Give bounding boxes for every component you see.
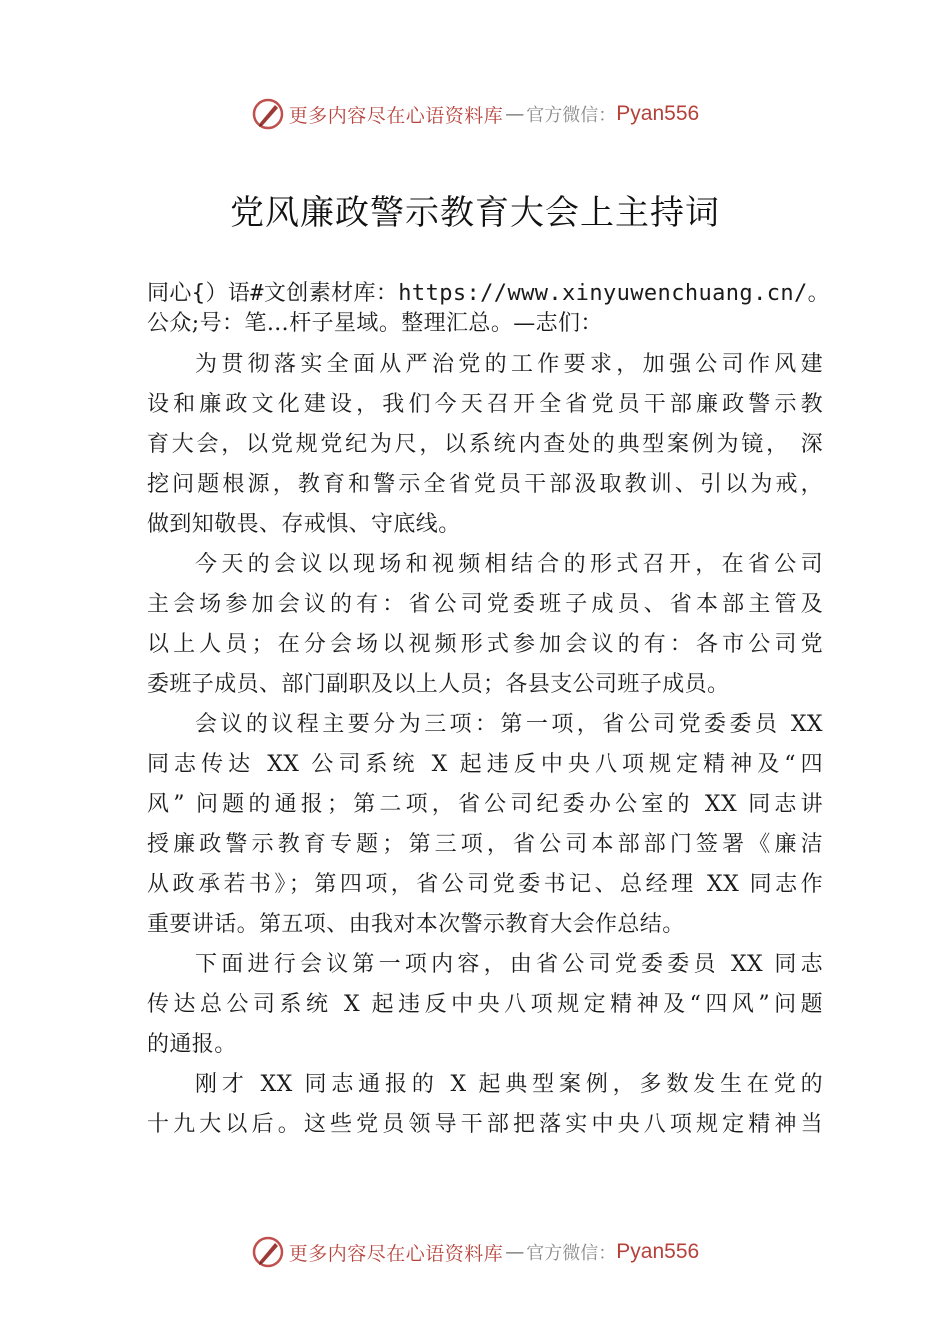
footer-banner xyxy=(0,1232,950,1272)
banner-wechat-id: Pyan556 xyxy=(616,102,700,125)
paragraph-line: 的通报。 xyxy=(147,1032,237,1057)
paragraph-line: 下面进行会议第一项内容，由省公司党委委员 XX 同志 xyxy=(195,952,823,977)
paragraph xyxy=(147,545,823,705)
paragraph-line: 传达总公司系统 X 起违反中央八项规定精神及“四风”问题 xyxy=(147,992,823,1017)
pen-logo-icon xyxy=(251,97,285,131)
paragraph xyxy=(147,345,823,545)
banner-text: 更多内容尽在心语资料库 xyxy=(288,104,504,127)
paragraph-line: 委班子成员、部门副职及以上人员；各县支公司班子成员。 xyxy=(147,672,730,697)
paragraph-line: 风” 问题的通报；第二项，省公司纪委办公室的 XX 同志讲 xyxy=(147,792,823,817)
paragraph-line: 做到知敬畏、存戒惧、守底线。 xyxy=(147,512,461,537)
paragraph-line: 以上人员；在分会场以视频形式参加会议的有：各市公司党 xyxy=(147,632,823,657)
paragraph-line: 育大会，以党规党纪为尺，以系统内查处的典型案例为镜， 深 xyxy=(147,432,823,457)
paragraph-line: 今天的会议以现场和视频相结合的形式召开，在省公司 xyxy=(195,552,823,577)
intro-line: 公众;号：笔…杆子星域。整理汇总。—志们： xyxy=(147,311,603,336)
banner-dash: — xyxy=(505,1241,525,1263)
paragraph xyxy=(147,705,823,945)
paragraph xyxy=(147,1065,823,1145)
paragraph-line: 从政承若书》；第四项，省公司党委书记、总经理 XX 同志作 xyxy=(147,872,823,897)
paragraph xyxy=(147,945,823,1065)
banner-wechat-label: 官方微信： xyxy=(526,1243,617,1264)
intro-line: 同心{）语#文创素材库：https://www.xinyuwenchuang.cn/。 xyxy=(147,281,831,306)
banner-dash: — xyxy=(505,103,525,125)
banner-wechat-id: Pyan556 xyxy=(616,1240,700,1263)
paragraph-line: 授廉政警示教育专题；第三项，省公司本部部门签署《廉洁 xyxy=(147,832,823,857)
paragraph-line: 重要讲话。第五项、由我对本次警示教育大会作总结。 xyxy=(147,912,685,937)
paragraph-line: 为贯彻落实全面从严治党的工作要求，加强公司作风建 xyxy=(195,352,823,377)
paragraph-line: 主会场参加会议的有：省公司党委班子成员、省本部主管及 xyxy=(147,592,823,617)
document-body xyxy=(147,279,831,1145)
paragraph-line: 同志传达 XX 公司系统 X 起违反中央八项规定精神及“四 xyxy=(147,752,823,777)
paragraph-line: 会议的议程主要分为三项：第一项，省公司党委委员 XX xyxy=(195,712,823,737)
paragraph-line: 设和廉政文化建设，我们今天召开全省党员干部廉政警示教 xyxy=(147,392,823,417)
document-title: 党风廉政警示教育大会上主持词 xyxy=(230,193,720,233)
banner-text: 更多内容尽在心语资料库 xyxy=(288,1242,504,1265)
pen-logo-icon xyxy=(251,1235,285,1269)
paragraph-line: 刚才 XX 同志通报的 X 起典型案例，多数发生在党的 xyxy=(195,1072,823,1097)
intro-block xyxy=(147,279,831,339)
paragraph-line: 十九大以后。这些党员领导干部把落实中央八项规定精神当 xyxy=(147,1112,823,1137)
header-banner xyxy=(0,94,950,134)
paragraph-line: 挖问题根源，教育和警示全省党员干部汲取教训、引以为戒， xyxy=(147,472,823,497)
banner-wechat-label: 官方微信： xyxy=(526,105,617,126)
